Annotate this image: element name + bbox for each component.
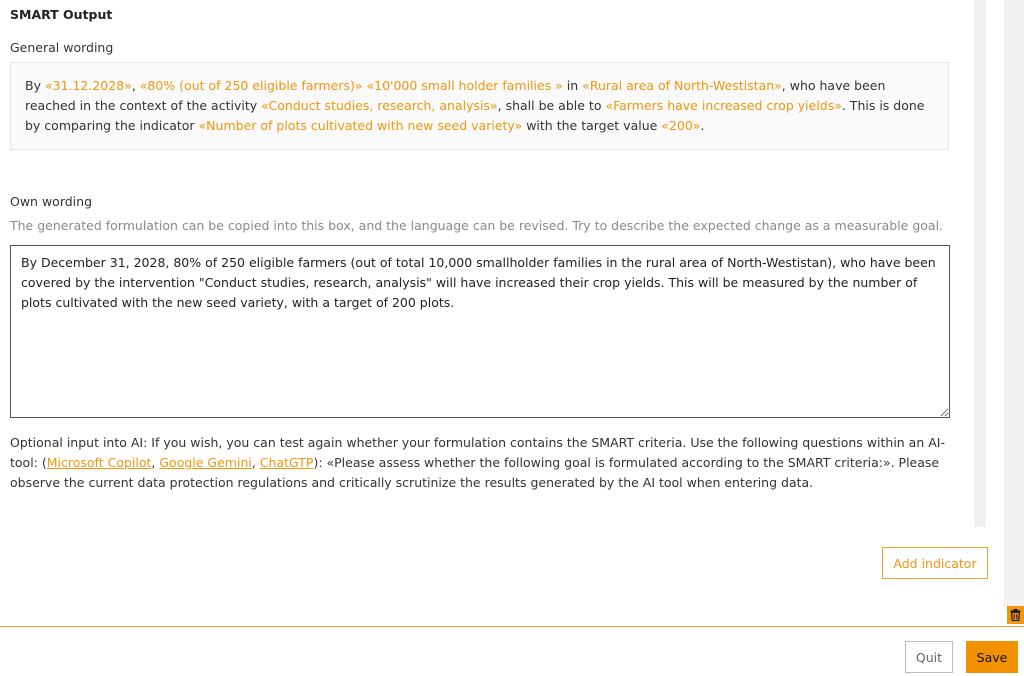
own-wording-label: Own wording <box>10 194 93 209</box>
general-wording-highlight: «31.12.2028» <box>44 78 132 93</box>
ai-note-separator: , <box>251 455 260 470</box>
footer-divider <box>0 626 1024 627</box>
section-title: SMART Output <box>10 7 113 22</box>
add-indicator-button[interactable]: Add indicator <box>882 547 988 579</box>
ai-input-note <box>10 433 960 493</box>
general-wording-segment: , who have been reached in the context of the activity <box>25 78 886 113</box>
scrollbar-track[interactable] <box>974 0 986 527</box>
general-wording-segment: . <box>700 118 705 133</box>
general-wording-highlight: «Rural area of North-Westistan» <box>582 78 782 93</box>
general-wording-highlight: «200» <box>661 118 701 133</box>
general-wording-highlight: «Farmers have increased crop yields» <box>605 98 842 113</box>
ai-note-prefix: Optional input into AI: If you wish, you can test again whether your formulation contains the SMART criteria. Use the following questions within an AI-tool: ( <box>10 435 945 470</box>
general-wording-segment: By <box>25 78 45 93</box>
trash-icon <box>1010 609 1021 621</box>
general-wording-highlight: «80% (out of 250 eligible farmers)» «10'000 small holder families » <box>139 78 563 93</box>
link-microsoft-copilot[interactable]: Microsoft Copilot <box>46 455 152 470</box>
general-wording-highlight: «Number of plots cultivated with new seed variety» <box>198 118 523 133</box>
ai-note-separator: , <box>151 455 160 470</box>
link-google-gemini[interactable]: Google Gemini <box>159 455 252 470</box>
general-wording-segment: with the target value <box>522 118 662 133</box>
quit-button[interactable]: Quit <box>905 641 953 673</box>
general-wording-text <box>25 78 924 133</box>
delete-button[interactable] <box>1007 606 1024 624</box>
side-panel-strip <box>1004 0 1024 610</box>
ai-note-suffix: ): «Please assess whether the following goal is formulated according to the SMART criteria:». Please observe the current data protection regulations and critically scrutinize the results generated by the AI tool when entering data. <box>10 455 940 490</box>
general-wording-segment: in <box>562 78 583 93</box>
general-wording-segment: , shall be able to <box>497 98 606 113</box>
general-wording-highlight: «Conduct studies, research, analysis» <box>261 98 498 113</box>
own-wording-hint: The generated formulation can be copied into this box, and the language can be revised. Try to describe the expected change as a measurable goal. <box>10 218 944 233</box>
link-chatgtp[interactable]: ChatGTP <box>259 455 314 470</box>
own-wording-textarea[interactable] <box>10 245 950 418</box>
general-wording-box <box>10 62 949 150</box>
general-wording-segment: . This is done by comparing the indicator <box>25 98 925 133</box>
save-button[interactable]: Save <box>966 641 1018 673</box>
general-wording-segment: , <box>131 78 140 93</box>
general-wording-label: General wording <box>10 40 114 55</box>
